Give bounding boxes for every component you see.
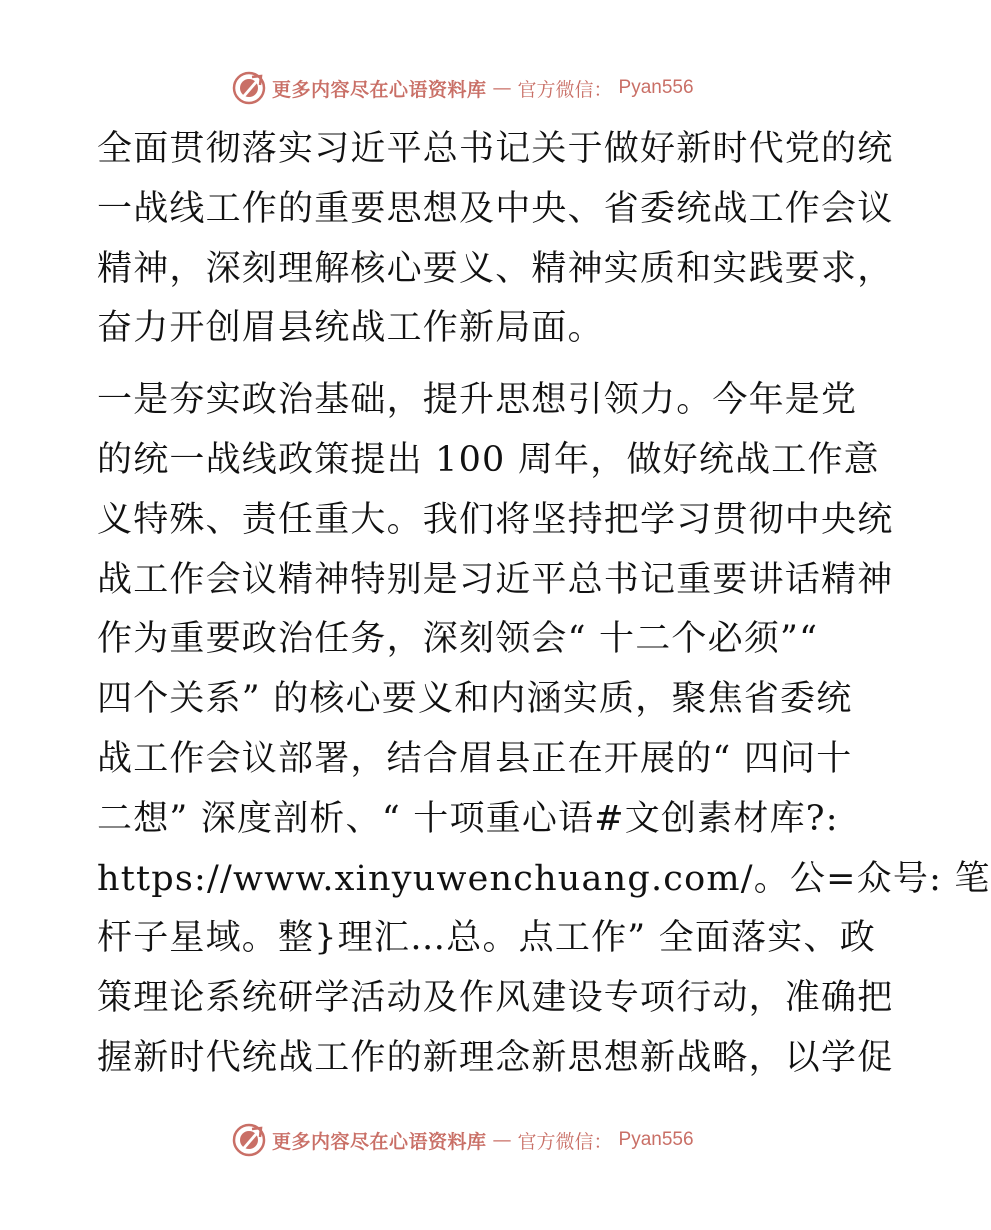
watermark-id: Pyan556 xyxy=(618,77,694,98)
text-line: https://www.xinyuwenchuang.com/。公=众号: 笔 xyxy=(97,858,991,899)
brand-logo-icon xyxy=(232,71,266,105)
paragraph-2 xyxy=(97,371,991,1089)
header-watermark xyxy=(232,68,732,108)
text-line: 一是夯实政治基础，提升思想引领力。今年是党 xyxy=(97,380,858,421)
watermark-dash: — xyxy=(492,1129,512,1151)
watermark-text: 更多内容尽在心语资料库 xyxy=(272,78,487,101)
text-line: 全面贯彻落实习近平总书记关于做好新时代党的统 xyxy=(97,129,894,169)
text-line: 二想” 深度剖析、“ 十项重心语#文创素材库?: xyxy=(97,798,839,839)
text-line: 一战线工作的重要思想及中央、省委统战工作会议 xyxy=(97,188,894,229)
text-line: 精神，深刻理解核心要义、精神实质和实践要求， xyxy=(97,248,894,289)
text-line: 握新时代统战工作的新理念新思想新战略，以学促 xyxy=(97,1037,894,1078)
text-line: 作为重要政治任务，深刻领会“ 十二个必须”“ xyxy=(97,619,819,660)
watermark-dash: — xyxy=(492,77,512,99)
brand-logo-icon xyxy=(232,1123,266,1157)
text-line: 杆子星域。整}理汇…总。点工作” 全面落实、政 xyxy=(97,918,876,959)
text-line: 策理论系统研学活动及作风建设专项行动，准确把 xyxy=(97,978,894,1019)
watermark-label: 官方微信： xyxy=(517,1130,613,1153)
text-line: 义特殊、责任重大。我们将坚持把学习贯彻中央统 xyxy=(97,499,894,540)
footer-watermark xyxy=(232,1120,732,1160)
text-line: 战工作会议部署，结合眉县正在开展的“ 四问十 xyxy=(97,738,853,779)
text-line: 四个关系” 的核心要义和内涵实质，聚焦省委统 xyxy=(97,679,853,720)
watermark-label: 官方微信： xyxy=(517,78,613,101)
text-line: 战工作会议精神特别是习近平总书记重要讲话精神 xyxy=(97,559,894,600)
watermark-text: 更多内容尽在心语资料库 xyxy=(272,1130,487,1153)
paragraph-1 xyxy=(97,120,894,359)
document-body xyxy=(97,120,991,1089)
text-line: 的统一战线政策提出 100 周年，做好统战工作意 xyxy=(97,439,880,480)
watermark-id: Pyan556 xyxy=(618,1129,694,1150)
paragraph-gap xyxy=(97,359,852,371)
text-line: 奋力开创眉县统战工作新局面。 xyxy=(97,308,604,349)
